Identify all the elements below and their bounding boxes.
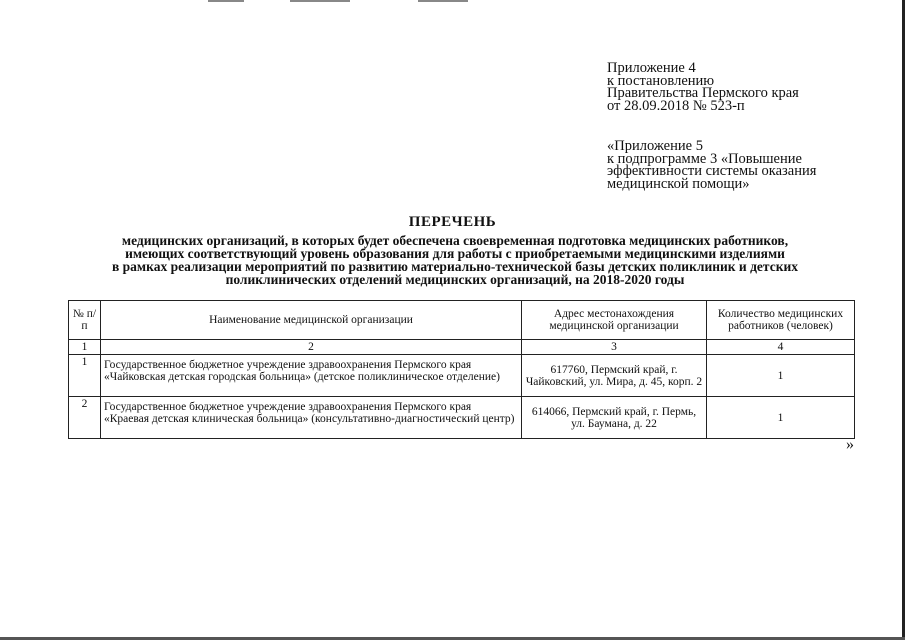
row-organization-name: Государственное бюджетное учреждение здравоохранения Пермского края «Чайковская детская городская больница» (детское поликлиническое отделение) [101,355,522,397]
column-number: 2 [101,340,522,355]
attachment-main-block [607,62,799,112]
attachment-main-line: Правительства Пермского края [607,85,799,101]
row-address: 614066, Пермский край, г. Пермь, ул. Баумана, д. 22 [522,397,707,439]
subtitle-line: медицинских организаций, в которых будет обеспечена своевременная подготовка медицинских работников, [121,233,789,248]
header-organization-name: Наименование медицинской организации [101,301,522,340]
row-staff-count: 1 [707,397,855,439]
document-title: ПЕРЕЧЕНЬ [408,214,497,230]
subtitle-line: в рамках реализации мероприятий по развитию материально-технической базы детских поликлиник и детских [112,259,798,274]
header-address: Адрес местонахождения медицинской организации [522,301,707,340]
row-organization-name: Государственное бюджетное учреждение здравоохранения Пермского края «Краевая детская клиническая больница» (консультативно-диагностический центр) [101,397,522,439]
header-staff-count: Количество медицинских работников (человек) [707,301,855,340]
header-number: № п/п [69,301,101,340]
column-number: 1 [69,340,101,355]
column-numbers-row [69,340,855,355]
attachment-sub-line: «Приложение 5 [607,138,703,154]
scan-artifact-top [0,0,905,3]
row-staff-count: 1 [707,355,855,397]
organizations-table [68,300,855,439]
row-address: 617760, Пермский край, г. Чайковский, ул. Мира, д. 45, корп. 2 [522,355,707,397]
attachment-main-line: к постановлению [607,72,715,89]
attachment-sub-line: эффективности системы оказания [607,163,817,179]
column-number: 4 [707,340,855,355]
table-row [69,397,855,439]
row-number: 2 [69,397,101,439]
attachment-sub-line: к подпрограмме 3 «Повышение [607,150,802,167]
subtitle-line: поликлинических отделений медицинских организаций, на 2018-2020 годы [225,272,685,287]
document-subtitle [60,234,850,286]
column-number: 3 [522,340,707,355]
attachment-main-line: от 28.09.2018 № 523-п [607,97,745,114]
closing-quote-mark: » [846,436,854,453]
attachment-main-line: Приложение 4 [607,60,696,76]
subtitle-line: имеющих соответствующий уровень образования для работы с приобретаемыми медицинскими изделиями [125,246,785,261]
attachment-sub-line: медицинской помощи» [607,175,750,192]
attachment-sub-block [607,140,816,190]
row-number: 1 [69,355,101,397]
table-row [69,355,855,397]
table-header-row [69,301,855,340]
